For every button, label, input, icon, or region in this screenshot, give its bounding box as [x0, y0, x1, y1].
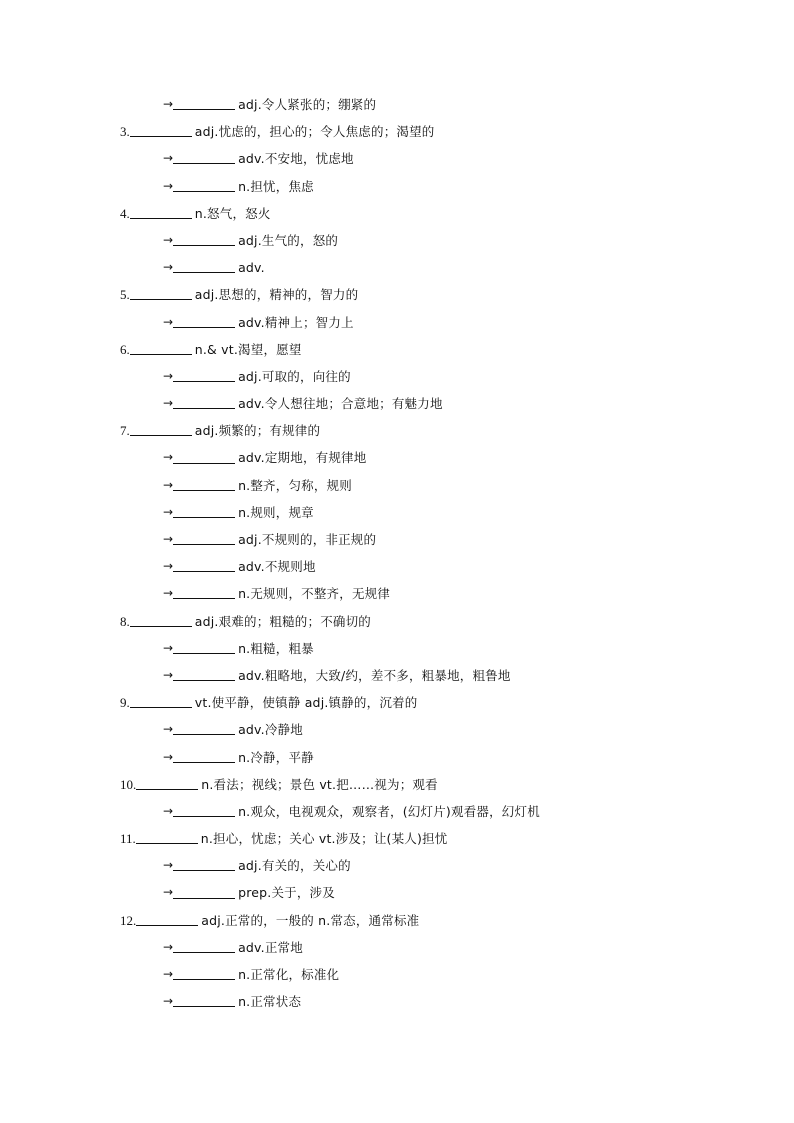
arrow-icon: → [163, 559, 174, 574]
definition-text: n.整齐，匀称，规则 [238, 477, 352, 493]
definition-text: n.看法；视线；景色 vt.把……视为；观看 [201, 776, 438, 792]
derivative-row [0, 145, 794, 172]
derivative-row [0, 934, 794, 961]
definition-text: adv. [238, 260, 265, 276]
entry-number: 11. [120, 831, 136, 847]
answer-blank[interactable] [173, 179, 235, 192]
entry-number: 3. [120, 124, 130, 140]
derivative-row [0, 472, 794, 499]
derivative-row [0, 309, 794, 336]
derivative-row [0, 553, 794, 580]
answer-blank[interactable] [173, 260, 235, 273]
arrow-icon: → [163, 858, 174, 873]
derivative-row [0, 879, 794, 906]
derivative-row [0, 173, 794, 200]
definition-text: n.担心，忧虑；关心 vt.涉及；让(某人)担忧 [200, 831, 448, 847]
answer-blank[interactable] [173, 451, 235, 464]
entry-number: 9. [120, 695, 130, 711]
arrow-icon: → [163, 232, 174, 247]
arrow-icon: → [163, 586, 174, 601]
definition-text: adj.艰难的；粗糙的；不确切的 [194, 613, 371, 629]
definition-text: adv.不规则地 [238, 559, 316, 575]
definition-text: n.无规则，不整齐，无规律 [238, 586, 391, 602]
derivative-row [0, 716, 794, 743]
definition-text: adj.思想的，精神的，智力的 [194, 287, 359, 303]
arrow-icon: → [163, 314, 174, 329]
arrow-icon: → [163, 368, 174, 383]
entry-number: 4. [120, 205, 130, 221]
definition-text: adj.令人紧张的；绷紧的 [238, 97, 377, 112]
answer-blank[interactable] [173, 586, 235, 599]
definition-text: vt.使平静，使镇静 adj.镇静的，沉着的 [194, 695, 418, 711]
derivative-row [0, 390, 794, 417]
answer-blank[interactable] [130, 614, 192, 627]
definition-text: n.规则，规章 [238, 504, 314, 520]
answer-blank[interactable] [130, 206, 192, 219]
arrow-icon: → [163, 967, 174, 981]
derivative-row [0, 852, 794, 879]
arrow-icon: → [163, 722, 174, 737]
arrow-icon: → [163, 396, 174, 411]
entry-number: 8. [120, 613, 130, 629]
entry-row [0, 118, 794, 145]
definition-text: n.& vt.渴望，愿望 [194, 341, 302, 357]
answer-blank[interactable] [136, 777, 198, 790]
answer-blank[interactable] [130, 423, 192, 436]
answer-blank[interactable] [173, 804, 235, 817]
definition-text: adj.频繁的；有规律的 [194, 423, 321, 439]
arrow-icon: → [163, 151, 174, 166]
entry-row [0, 417, 794, 444]
definition-text: n.粗糙，粗暴 [238, 640, 314, 656]
arrow-icon: → [163, 667, 174, 682]
answer-blank[interactable] [173, 750, 235, 763]
derivative-row [0, 227, 794, 254]
answer-blank[interactable] [130, 695, 192, 708]
entry-number: 5. [120, 287, 130, 303]
entry-number: 12. [120, 912, 137, 928]
arrow-icon: → [163, 504, 174, 519]
answer-blank[interactable] [173, 478, 235, 491]
answer-blank[interactable] [173, 967, 235, 980]
answer-blank[interactable] [136, 831, 198, 844]
entry-row [0, 608, 794, 635]
answer-blank[interactable] [130, 342, 192, 355]
arrow-icon: → [163, 994, 174, 1009]
answer-blank[interactable] [173, 994, 235, 1007]
answer-blank[interactable] [130, 124, 192, 137]
definition-text: adj.忧虑的，担心的；令人焦虑的；渴望的 [194, 124, 435, 140]
arrow-icon: → [163, 749, 174, 764]
definition-text: adv.定期地，有规律地 [238, 450, 367, 466]
definition-text: n.冷静，平静 [238, 749, 314, 765]
definition-text: n.怒气，怒火 [194, 205, 271, 221]
arrow-icon: → [163, 97, 174, 111]
derivative-row [0, 499, 794, 526]
definition-text: adv.不安地，忧虑地 [238, 151, 354, 167]
derivative-row [0, 91, 794, 118]
arrow-icon: → [163, 939, 174, 954]
entry-number: 10. [120, 776, 137, 792]
derivative-row [0, 662, 794, 689]
derivative-row [0, 254, 794, 281]
arrow-icon: → [163, 885, 174, 900]
answer-blank[interactable] [173, 668, 235, 681]
entry-row [0, 771, 794, 798]
answer-blank[interactable] [173, 641, 235, 654]
arrow-icon: → [163, 640, 174, 655]
entry-number: 6. [120, 341, 130, 357]
derivative-row [0, 798, 794, 825]
entry-row [0, 336, 794, 363]
definition-text: adv.正常地 [238, 939, 303, 955]
derivative-row [0, 580, 794, 607]
answer-blank[interactable] [173, 559, 235, 572]
derivative-row [0, 744, 794, 771]
definition-text: n.正常化，标准化 [238, 967, 340, 982]
entry-row [0, 281, 794, 308]
answer-blank[interactable] [173, 940, 235, 953]
entry-number: 7. [120, 423, 130, 439]
derivative-row [0, 526, 794, 553]
definition-text: adj.正常的，一般的 n.常态，通常标准 [201, 912, 420, 928]
definition-text: adv.粗略地，大致/约，差不多，粗暴地，粗鲁地 [238, 667, 511, 683]
definition-text: adj.不规则的，非正规的 [238, 532, 377, 547]
answer-blank[interactable] [173, 97, 235, 110]
answer-blank[interactable] [173, 396, 235, 409]
definition-text: adv.精神上；智力上 [238, 314, 354, 330]
definition-text: adj.可取的，向往的 [238, 368, 351, 384]
definition-text: adv.冷静地 [238, 722, 303, 738]
vocabulary-list [0, 91, 794, 1015]
definition-text: adj.有关的，关心的 [238, 858, 351, 874]
answer-blank[interactable] [173, 315, 235, 328]
definition-text: n.担忧，焦虑 [238, 178, 314, 194]
definition-text: prep.关于，涉及 [238, 885, 335, 901]
answer-blank[interactable] [173, 369, 235, 382]
derivative-row [0, 444, 794, 471]
answer-blank[interactable] [173, 151, 235, 164]
answer-blank[interactable] [173, 532, 235, 545]
arrow-icon: → [163, 803, 174, 818]
arrow-icon: → [163, 178, 174, 193]
entry-row [0, 689, 794, 716]
definition-text: n.观众，电视观众，观察者，(幻灯片)观看器，幻灯机 [238, 803, 540, 819]
answer-blank[interactable] [173, 886, 235, 899]
entry-row [0, 200, 794, 227]
arrow-icon: → [163, 260, 174, 275]
answer-blank[interactable] [136, 913, 198, 926]
derivative-row [0, 363, 794, 390]
arrow-icon: → [163, 450, 174, 465]
answer-blank[interactable] [173, 233, 235, 246]
answer-blank[interactable] [173, 722, 235, 735]
derivative-row [0, 961, 794, 988]
answer-blank[interactable] [173, 858, 235, 871]
definition-text: adj.生气的，怒的 [238, 232, 339, 248]
definition-text: adv.令人想往地；合意地；有魅力地 [238, 396, 443, 412]
entry-row [0, 907, 794, 934]
derivative-row [0, 635, 794, 662]
entry-row [0, 825, 794, 852]
definition-text: n.正常状态 [238, 994, 302, 1010]
answer-blank[interactable] [173, 505, 235, 518]
arrow-icon: → [163, 532, 174, 546]
derivative-row [0, 988, 794, 1015]
arrow-icon: → [163, 477, 174, 492]
answer-blank[interactable] [130, 287, 192, 300]
